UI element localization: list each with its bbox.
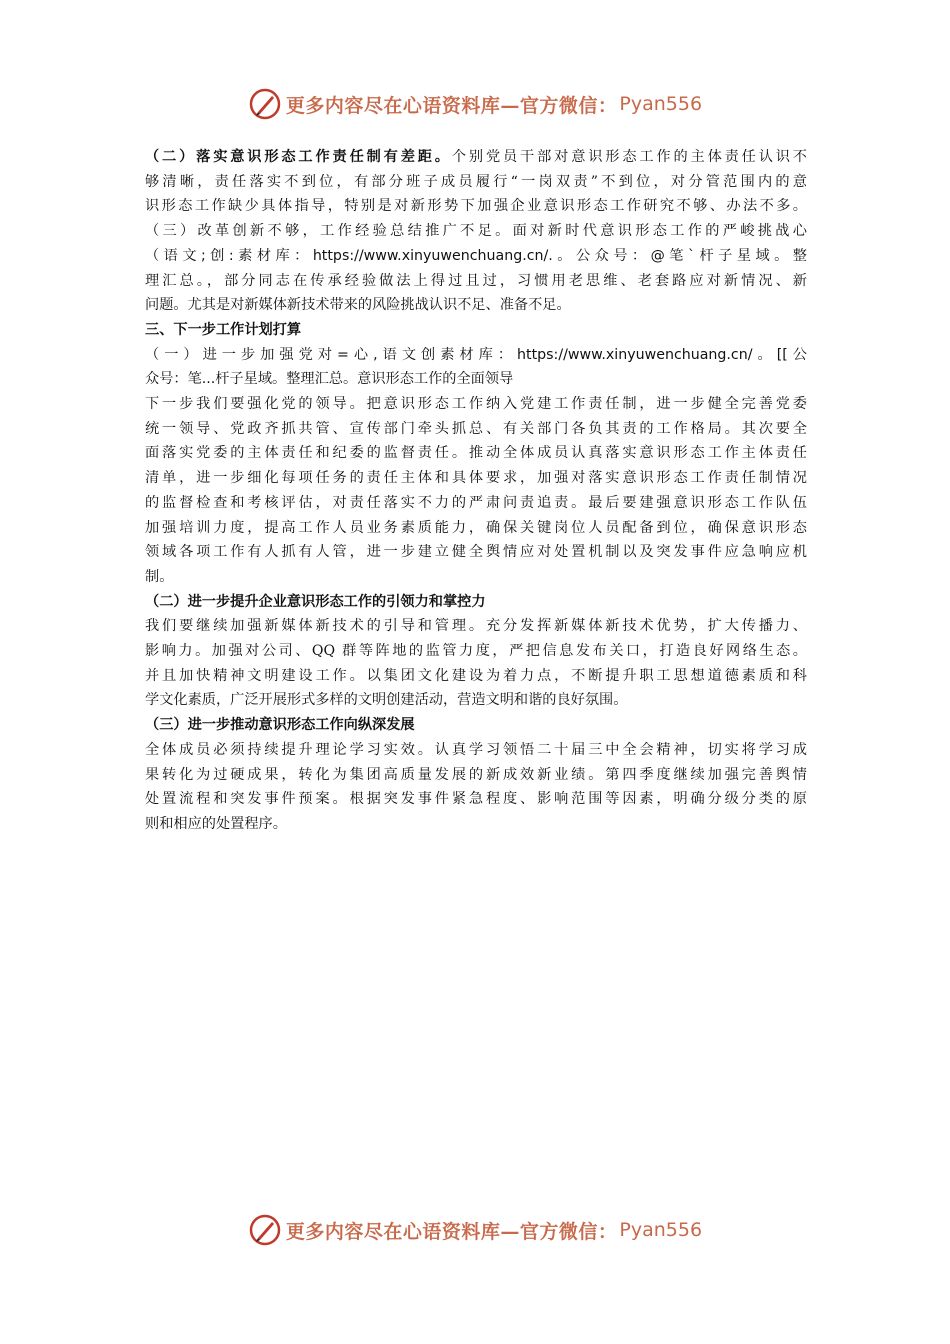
paragraph-line: 影响力。加强对公司、QQ 群等阵地的监管力度，严把信息发布关口，打造良好网络生态。 — [145, 643, 807, 660]
watermark-text: 更多内容尽在心语资料库—官方微信： — [285, 1220, 618, 1243]
section-heading: （三）进一步推动意识形态工作向纵深发展 — [145, 717, 415, 734]
paragraph-line — [145, 145, 807, 170]
paragraph-line: 果转化为过硬成果，转化为集团高质量发展的新成效新业绩。第四季度继续加强完善舆情 — [145, 766, 807, 783]
watermark-text: 更多内容尽在心语资料库—官方微信： — [285, 94, 618, 117]
paragraph-line: 学文化素质，广泛开展形式多样的文明创建活动，营造文明和谐的良好氛围。 — [145, 692, 628, 709]
footer-watermark — [0, 1210, 950, 1250]
paragraph-line: 理汇总。，部分同志在传承经验做法上得过且过，习惯用老思维、老套路应对新情况、新 — [145, 272, 807, 289]
paragraph-line: 识形态工作缺少具体指导，特别是对新形势下加强企业意识形态工作研究不够、办法不多。 — [145, 198, 807, 215]
section-heading: （二）落实意识形态工作责任制有差距。 — [145, 149, 452, 165]
paragraph-line: （语文;创:素材库：https://www.xinyuwenchuang.cn/.。公众号：@笔`杆子星域。整 — [145, 247, 807, 264]
section-heading: （一）进一步加强党对=心,语文创素材库：https://www.xinyuwenchuang.cn/。[[公 — [145, 346, 807, 363]
paragraph-line: 问题。尤其是对新媒体新技术带来的风险挑战认识不足、准备不足。 — [145, 297, 571, 314]
document-body — [145, 145, 807, 837]
paragraph-line: 统一领导、党政齐抓共管、宣传部门牵头抓总、有关部门各负其责的工作格局。其次要全 — [145, 420, 807, 437]
paragraph-line: 处置流程和突发事件预案。根据突发事件紧急程度、影响范围等因素，明确分级分类的原 — [145, 791, 807, 808]
pen-logo-icon — [248, 1213, 282, 1247]
paragraph-line: 并且加快精神文明建设工作。以集团文化建设为着力点，不断提升职工思想道德素质和科 — [145, 667, 807, 684]
paragraph-line: 全体成员必须持续提升理论学习实效。认真学习领悟二十届三中全会精神，切实将学习成 — [145, 741, 807, 758]
paragraph-line: 下一步我们要强化党的领导。把意识形态工作纳入党建工作责任制，进一步健全完善党委 — [145, 396, 807, 413]
paragraph-text: 个别党员干部对意识形态工作的主体责任认识不 — [451, 149, 807, 165]
wechat-id: Pyan556 — [619, 93, 703, 115]
paragraph-line: 清单，进一步细化每项任务的责任主体和具体要求，加强对落实意识形态工作责任制情况 — [145, 470, 807, 487]
section-heading: （三）改革创新不够，工作经验总结推广不足。面对新时代意识形态工作的严峻挑战心 — [145, 223, 807, 240]
section-heading: 三、下一步工作计划打算 — [145, 321, 302, 338]
pen-logo-icon — [248, 87, 282, 121]
paragraph-line: 够清晰，责任落实不到位，有部分班子成员履行“一岗双责”不到位，对分管范围内的意 — [145, 173, 807, 190]
paragraph-line: 加强培训力度，提高工作人员业务素质能力，确保关键岗位人员配备到位，确保意识形态 — [145, 519, 807, 536]
paragraph-line: 则和相应的处置程序。 — [145, 815, 287, 832]
header-watermark — [0, 84, 950, 124]
paragraph-line: 的监督检查和考核评估，对责任落实不力的严肃问责追责。最后要建强意识形态工作队伍 — [145, 494, 807, 511]
paragraph-line: 领域各项工作有人抓有人管，进一步建立健全舆情应对处置机制以及突发事件应急响应机 — [145, 544, 807, 561]
paragraph-line: 面落实党委的主体责任和纪委的监督责任。推动全体成员认真落实意识形态工作主体责任 — [145, 445, 807, 462]
section-heading: （二）进一步提升企业意识形态工作的引领力和掌控力 — [145, 593, 486, 610]
wechat-id: Pyan556 — [619, 1219, 703, 1241]
paragraph-line: 制。 — [145, 568, 174, 585]
paragraph-line: 我们要继续加强新媒体新技术的引导和管理。充分发挥新媒体新技术优势，扩大传播力、 — [145, 618, 807, 635]
paragraph-line: 众号：笔...杆子星域。整理汇总。意识形态工作的全面领导 — [145, 371, 514, 388]
